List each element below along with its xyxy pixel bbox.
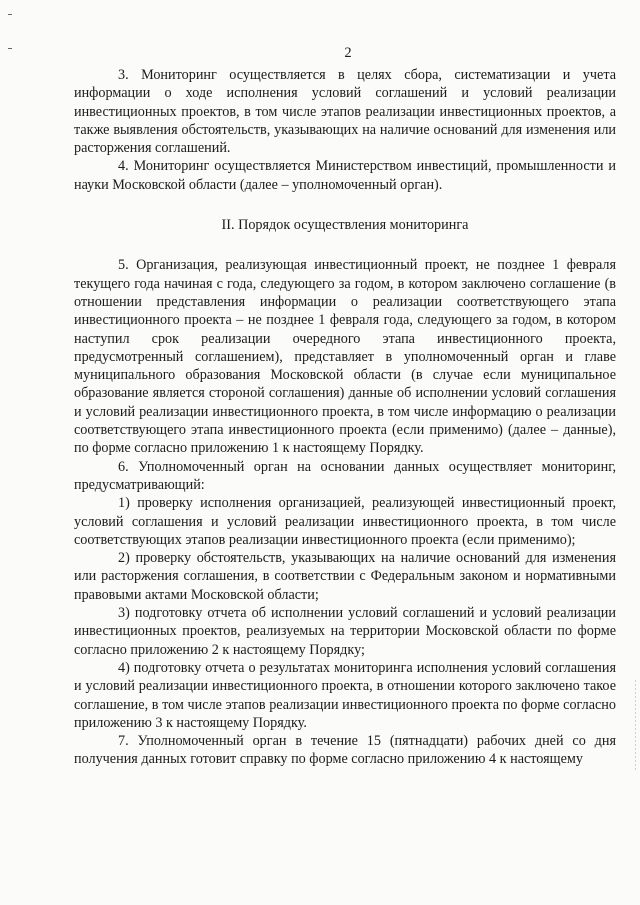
paragraph-3: 3. Мониторинг осуществляется в целях сбора, систематизации и учета информации о ходе исполнения условий соглашений и условий реализации инвестиционных проектов, в том числе этапов реализации инвестиционных проектов, а также выявления обстоятельств, указывающих на наличие оснований для изменения или расторжения соглашений. xyxy=(74,67,616,157)
paragraph-7: 7. Уполномоченный орган в течение 15 (пятнадцати) рабочих дней со дня получения данных готовит справку по форме согласно приложению 4 к настоящему xyxy=(74,733,616,768)
paragraph-5: 5. Организация, реализующая инвестиционный проект, не позднее 1 февраля текущего года начиная с года, следующего за годом, в котором заключено соглашение (в отношении представления информации о реализации соответствующего этапа инвестиционного проекта – не позднее 1 февраля года, следующего за годом, в котором наступил срок реализации очередного этапа инвестиционного проекта, предусмотренный соглашением), представляет в уполномоченный орган и главе муниципального образования Московской области (в случае если муниципальное образование является стороной соглашения) данные об исполнении условий соглашения и условий реализации инвестиционного проекта, в том числе информацию о реализации соответствующего этапа инвестиционного проекта (если применимо) (далее – данные), по форме согласно приложению 1 к настоящему Порядку. xyxy=(74,257,616,457)
scan-edge-artifact xyxy=(635,680,636,770)
scan-artifact xyxy=(8,48,12,49)
section-heading: II. Порядок осуществления мониторинга xyxy=(221,217,469,234)
list-item-6-1: 1) проверку исполнения организацией, реализующей инвестиционный проект, условий соглашения и условий реализации инвестиционного проекта, в том числе соответствующих этапов реализации инвестиционного проекта (если применимо); xyxy=(74,495,616,548)
paragraph-6: 6. Уполномоченный орган на основании данных осуществляет мониторинг, предусматривающий: xyxy=(74,458,616,493)
scan-artifact xyxy=(8,14,12,15)
page-number: 2 xyxy=(344,45,352,61)
list-item-6-3: 3) подготовку отчета об исполнении условий соглашений и условий реализации инвестиционных проектов, реализуемых на территории Московской области по форме согласно приложению 2 к настоящему Порядку; xyxy=(74,605,616,658)
paragraph-4: 4. Мониторинг осуществляется Министерством инвестиций, промышленности и науки Московской области (далее – уполномоченный орган). xyxy=(74,158,616,193)
list-item-6-4: 4) подготовку отчета о результатах мониторинга исполнения условий соглашения и условий реализации инвестиционного проекта, в отношении которого заключено такое соглашение, в том числе этапов реализации инвестиционного проекта по форме согласно приложению 3 к настоящему Порядку. xyxy=(74,659,616,731)
list-item-6-2: 2) проверку обстоятельств, указывающих на наличие оснований для изменения или расторжения соглашения, в соответствии с Федеральным законом и нормативными правовыми актами Московской области; xyxy=(74,550,616,603)
document-body xyxy=(74,66,616,769)
